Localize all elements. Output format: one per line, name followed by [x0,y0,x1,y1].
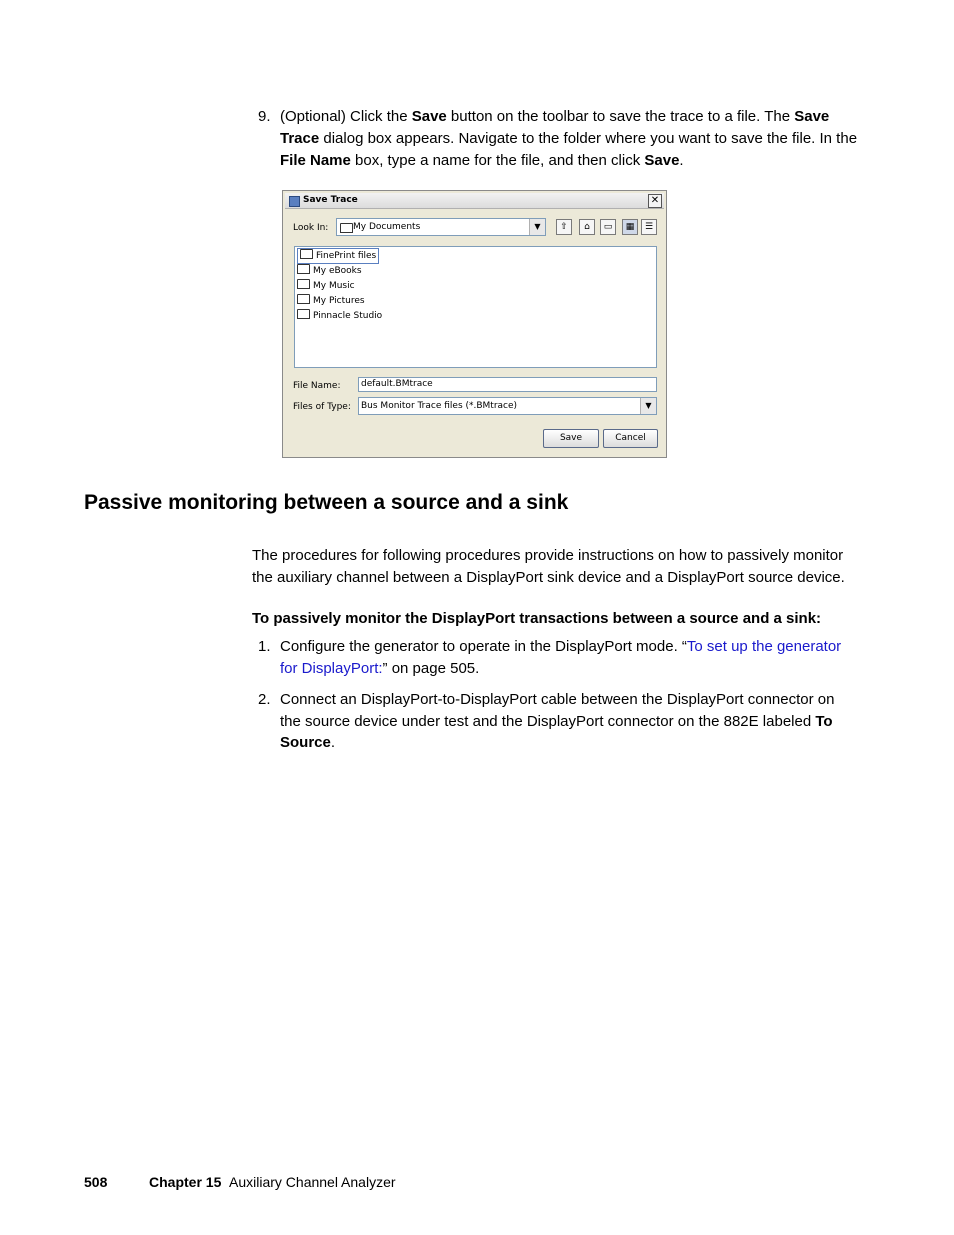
step1-line1: Configure the generator to operate in the DisplayPort mode. “To set up the generator [280,638,842,655]
list-item[interactable]: FinePrint files [297,248,379,264]
step9-line1: (Optional) Click the Save button on the toolbar to save the trace to a file. The Save [280,108,830,125]
page-number: 508 [84,1174,108,1190]
folder-icon [297,264,310,274]
step2-line2: the source device under test and the DisplayPort connector on the 882E labeled To [280,713,833,730]
new-folder-icon[interactable]: ▭ [600,219,616,235]
chapter-title: Auxiliary Channel Analyzer [229,1174,396,1190]
intro-line2: the auxiliary channel between a DisplayPort sink device and a DisplayPort source device. [252,569,845,586]
step-number: 1. [258,638,271,655]
step9-line2: Trace dialog box appears. Navigate to the folder where you want to save the file. In the [280,130,858,147]
chevron-down-icon[interactable]: ▼ [529,219,545,235]
dialog-titlebar [285,193,664,209]
step-number: 2. [258,691,271,708]
intro-line1: The procedures for following procedures provide instructions on how to passively monitor [252,547,844,564]
look-in-label: Look In: [293,223,329,233]
folder-icon [297,294,310,304]
list-item[interactable]: My eBooks [297,264,362,278]
folder-icon [340,223,353,233]
step9-line3: File Name box, type a name for the file, and then click Save. [280,152,684,169]
save-button[interactable]: Save [543,429,599,448]
up-folder-icon[interactable]: ⇧ [556,219,572,235]
java-app-icon [289,196,300,207]
files-of-type-value: Bus Monitor Trace files (*.BMtrace) [361,401,518,411]
file-name-label: File Name: [293,381,341,391]
step2-line1: Connect an DisplayPort-to-DisplayPort cable between the DisplayPort connector on [280,691,835,708]
file-name-field[interactable]: default.BMtrace [358,377,657,392]
look-in-value: My Documents [353,222,421,232]
step1-line2: for DisplayPort:” on page 505. [280,660,480,677]
file-list[interactable] [294,246,657,368]
chapter-label: Chapter 15 [149,1174,222,1190]
list-view-icon[interactable]: ▦ [622,219,638,235]
home-icon[interactable]: ⌂ [579,219,595,235]
files-of-type-select[interactable] [358,397,657,415]
folder-icon [300,249,313,259]
step-number: 9. [258,108,271,125]
close-icon[interactable]: ✕ [648,194,662,208]
chevron-down-icon[interactable]: ▼ [640,398,656,414]
folder-icon [297,309,310,319]
list-item[interactable]: My Pictures [297,294,365,308]
look-in-select[interactable] [336,218,546,236]
generator-setup-link-cont[interactable]: for DisplayPort: [280,660,383,677]
section-heading: Passive monitoring between a source and a sink [84,491,569,514]
files-of-type-label: Files of Type: [293,402,351,412]
list-item[interactable]: Pinnacle Studio [297,309,382,323]
step2-line3: Source. [280,734,336,751]
details-view-icon[interactable]: ☰ [641,219,657,235]
procedure-title: To passively monitor the DisplayPort transactions between a source and a sink: [252,610,822,627]
dialog-title: Save Trace [303,195,358,205]
generator-setup-link[interactable]: To set up the generator [686,638,842,655]
folder-icon [297,279,310,289]
cancel-button[interactable]: Cancel [603,429,658,448]
save-trace-dialog [282,190,667,458]
list-item[interactable]: My Music [297,279,355,293]
